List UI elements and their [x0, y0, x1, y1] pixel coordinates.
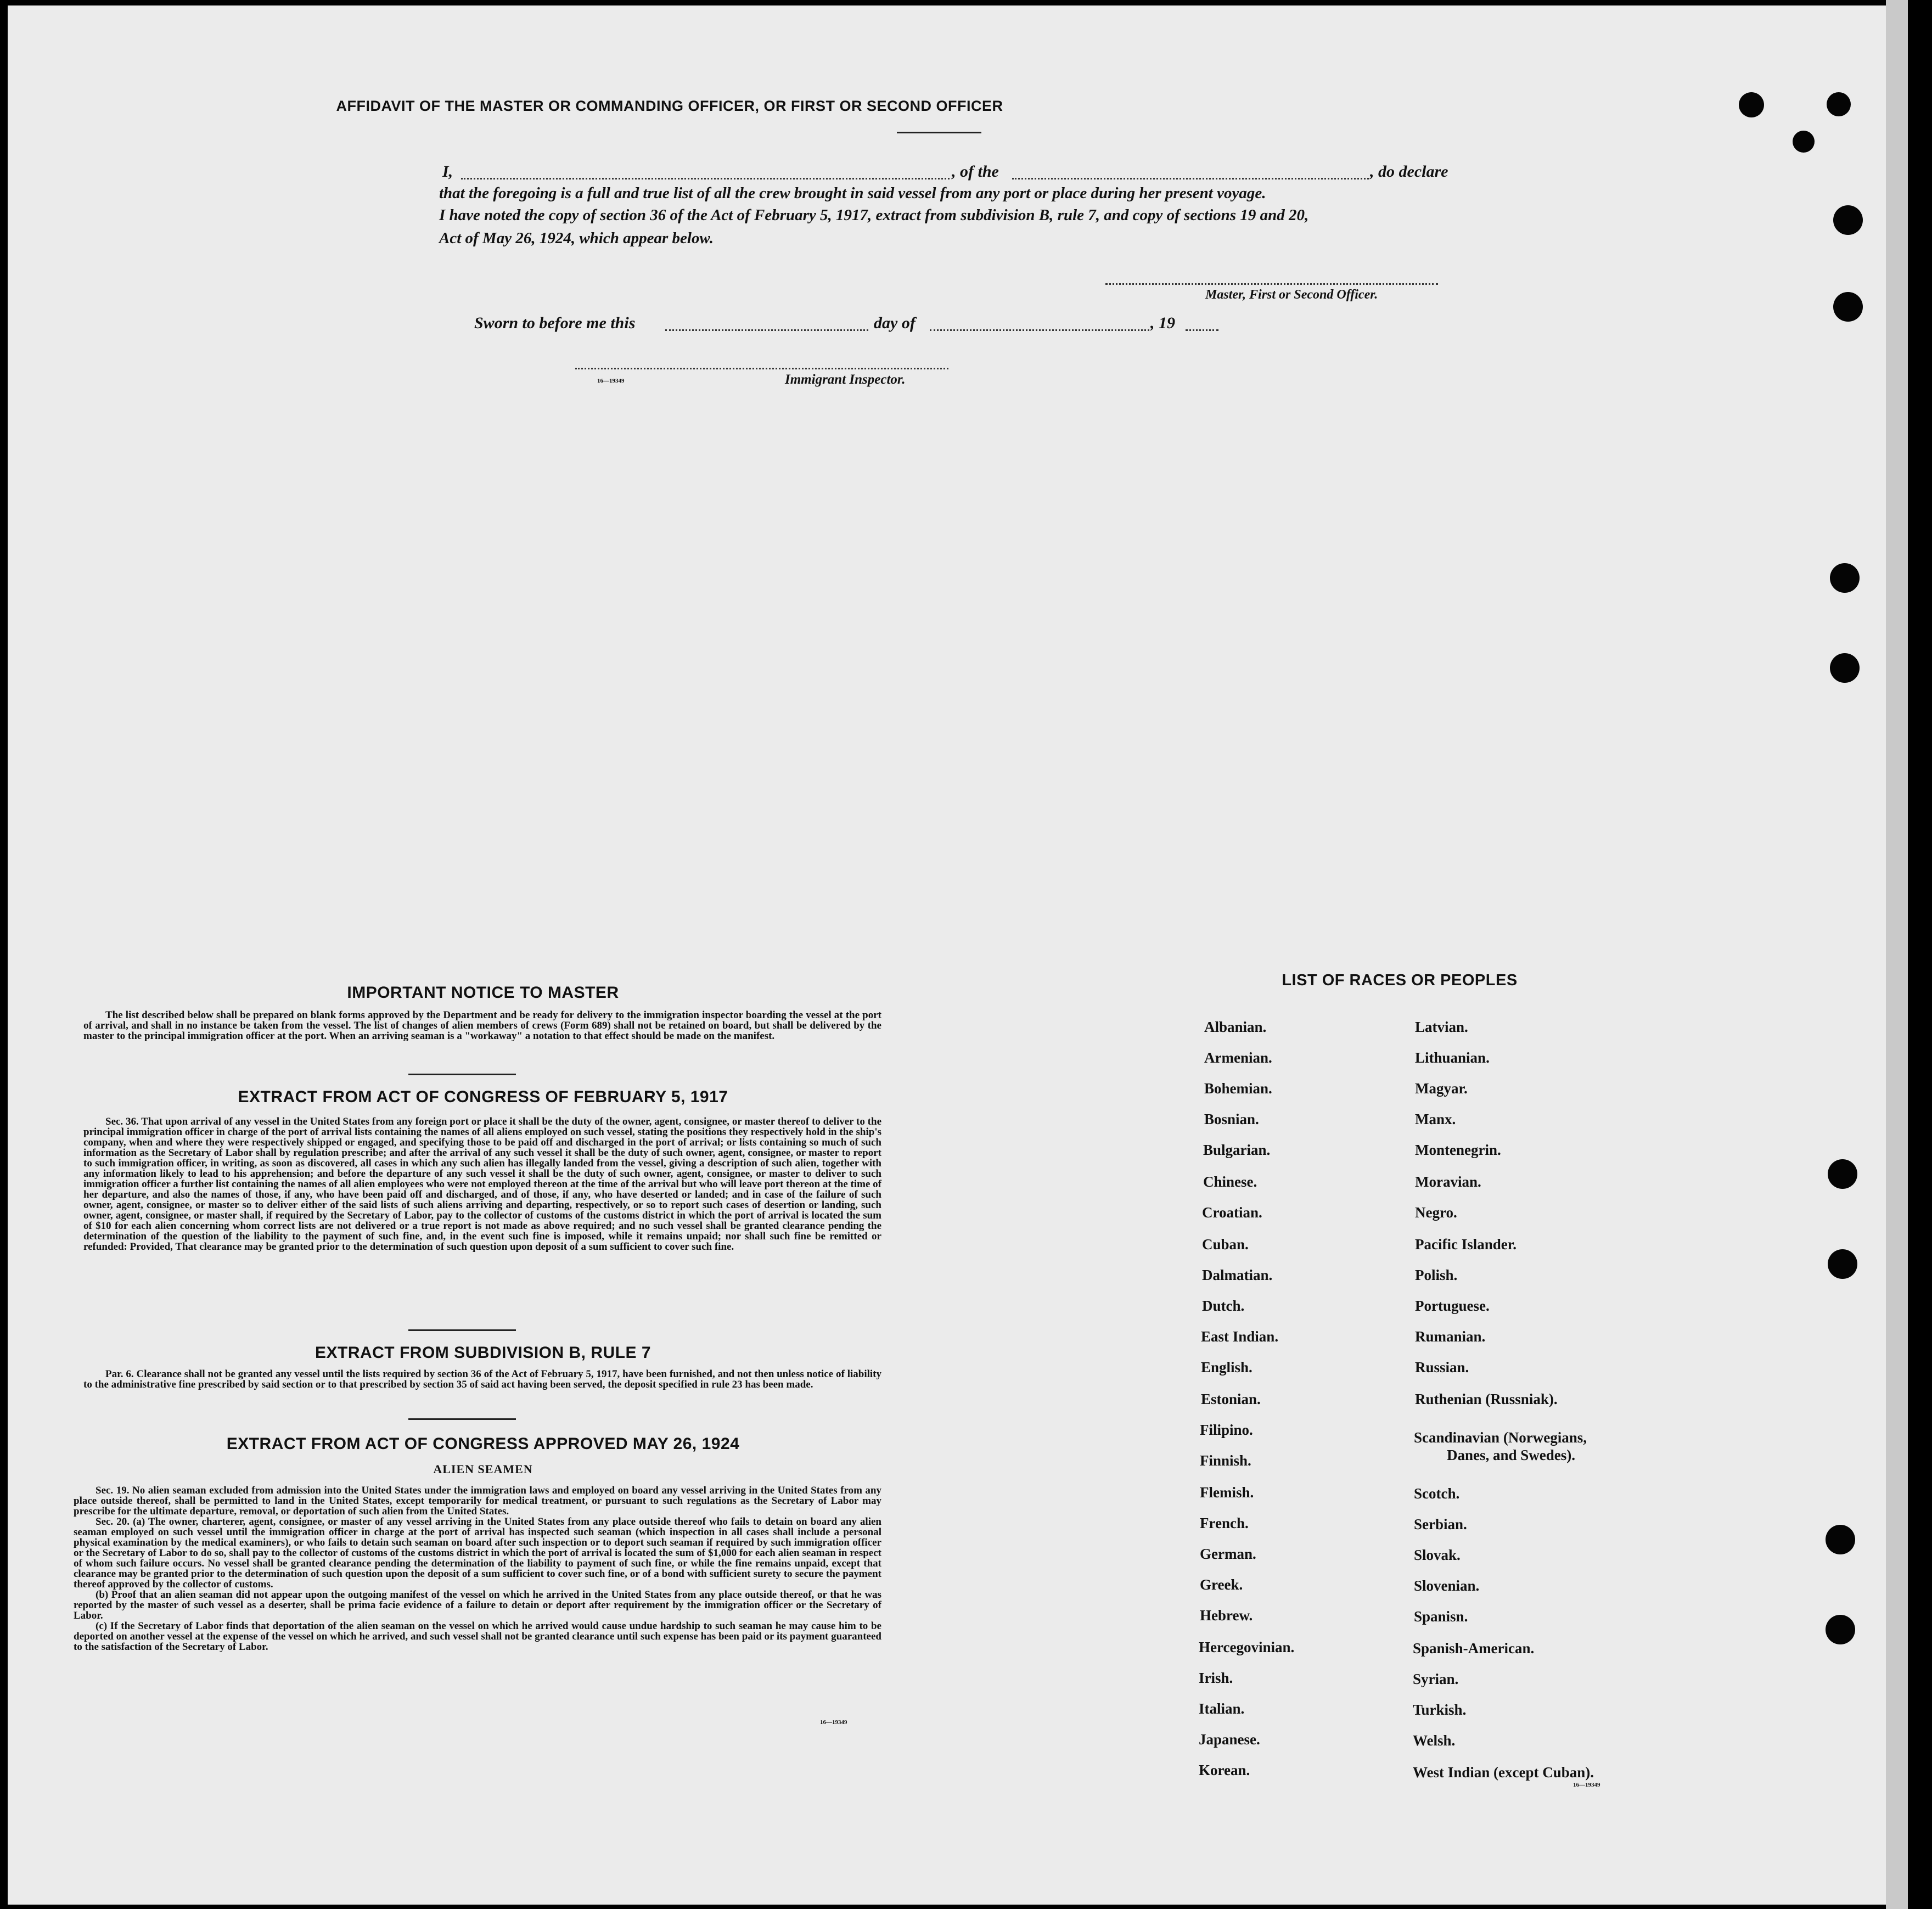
race-item: French.: [1200, 1515, 1249, 1531]
punch-hole: [1828, 1159, 1857, 1189]
form-number: 16—19349: [597, 378, 625, 384]
notice-paragraph: The list described below shall be prepared on blank forms approved by the Department and be ready for delivery to the immigration inspector boarding the vessel at the port of arrival, and shall in no instance be taken from the vessel. The list of changes of alien members of crews (Form 689) shall not be retained on board, but shall be delivered by the master to the principal immigration officer at the port. When an arriving seaman is a "workaway" a notation to that effect should be made on the manifest.: [83, 1009, 881, 1042]
race-item: Slovenian.: [1414, 1577, 1480, 1594]
form-number: 16—19349: [820, 1719, 847, 1726]
race-item: Magyar.: [1415, 1080, 1468, 1097]
race-item: Finnish.: [1200, 1452, 1251, 1469]
extract-1924-title: EXTRACT FROM ACT OF CONGRESS APPROVED MAY 26, 1924: [226, 1435, 740, 1453]
title-underline: [897, 132, 981, 133]
notice-title: IMPORTANT NOTICE TO MASTER: [347, 984, 619, 1002]
race-item: Turkish.: [1413, 1702, 1467, 1718]
extract-1917-title: EXTRACT FROM ACT OF CONGRESS OF FEBRUARY 5, 1917: [238, 1088, 728, 1106]
section-20c-paragraph: (c) If the Secretary of Labor finds that deportation of the alien seaman on the vessel on which he arrived would cause undue hardship to such seaman he may cause him to be deported on another vessel at the expense of the vessel on which he arrived, and such vessel shall not be granted clearance until such expense has been paid or its payment guaranteed to the satisfaction of the Secretary of Labor.: [74, 1620, 881, 1653]
signature-caption: Master, First or Second Officer.: [1205, 288, 1378, 302]
section-20a-paragraph: Sec. 20. (a) The owner, charterer, agent, consignee, or master of any vessel arriving in the United States from any place outside thereof who fails to detain on board any alien seaman employed on such vessel until the immigration officer in charge at the port of arrival has inspected such seaman (which inspection in all cases shall include a personal physical examination by the medical examiners), or who fails to detain such seaman on board after such inspection or to deport such seaman if required by such immigration officer or the Secretary of Labor to do so, shall pay to the collector of customs of the customs district in which the port of arrival is located the sum of $1,000 for each alien seaman in respect of whom such failure occurs. No vessel shall be granted clearance pending the determination of the liability to payment of such fine, or while the fine remains unpaid, except that clearance may be granted prior to the determination of such question upon the deposit of a sum sufficient to cover such fine, or of a bond with sufficient surety to secure the payment thereof approved by the collector of customs.: [74, 1516, 881, 1590]
divider: [408, 1329, 516, 1331]
affidavit-title: AFFIDAVIT OF THE MASTER OR COMMANDING OFFICER, OR FIRST OR SECOND OFFICER: [336, 98, 1003, 114]
race-item: Estonian.: [1201, 1391, 1261, 1407]
race-item: Moravian.: [1415, 1174, 1481, 1190]
race-item: Spanisn.: [1414, 1608, 1468, 1625]
race-item: Bulgarian.: [1203, 1142, 1271, 1158]
signature-blank[interactable]: [1105, 283, 1438, 285]
par-6-paragraph: Par. 6. Clearance shall not be granted any vessel until the lists required by section 36 of the Act of February 5, 1917, have been furnished, and not then unless notice of liability to the administrative fine prescribed by said section or to that prescribed by section 35 of said act having been served, the deposit specified in rule 23 has been made.: [83, 1368, 881, 1390]
race-item: Scandinavian (Norwegians,: [1414, 1429, 1587, 1446]
race-item: Negro.: [1415, 1204, 1457, 1221]
race-item: Scotch.: [1414, 1485, 1460, 1502]
punch-hole: [1828, 1249, 1857, 1279]
affidavit-line-4: Act of May 26, 1924, which appear below.: [439, 229, 714, 247]
notice-body: [83, 1010, 881, 1041]
race-item: Russian.: [1415, 1359, 1469, 1375]
race-item: Dutch.: [1202, 1298, 1245, 1314]
race-item: Hercegovinian.: [1199, 1639, 1295, 1655]
race-item: Danes, and Swedes).: [1447, 1447, 1576, 1463]
race-item: Portuguese.: [1415, 1298, 1490, 1314]
race-item: Chinese.: [1203, 1174, 1257, 1190]
race-item: Irish.: [1199, 1670, 1233, 1686]
race-item: Albanian.: [1204, 1019, 1267, 1035]
extract-rule7-body: [83, 1369, 881, 1390]
punch-hole: [1833, 205, 1863, 235]
race-item: Lithuanian.: [1415, 1049, 1490, 1066]
race-item: Korean.: [1199, 1762, 1250, 1778]
race-item: Serbian.: [1414, 1516, 1467, 1532]
sworn-text: Sworn to before me this: [474, 314, 636, 332]
name-blank[interactable]: [461, 178, 950, 179]
race-item: Bosnian.: [1204, 1111, 1259, 1127]
divider: [408, 1074, 516, 1075]
race-item: Spanish-American.: [1413, 1640, 1535, 1657]
punch-hole: [1830, 563, 1860, 593]
race-item: Latvian.: [1415, 1019, 1468, 1035]
punch-hole: [1827, 92, 1851, 116]
punch-hole: [1833, 292, 1863, 322]
race-item: Ruthenian (Russniak).: [1415, 1391, 1558, 1407]
race-item: East Indian.: [1201, 1328, 1279, 1345]
punch-hole: [1830, 653, 1860, 683]
divider: [408, 1418, 516, 1420]
race-item: Montenegrin.: [1415, 1142, 1501, 1158]
day-of-text: day of: [874, 314, 916, 332]
declare-of-the: , of the: [952, 162, 999, 181]
punch-hole: [1826, 1525, 1855, 1554]
inspector-caption: Immigrant Inspector.: [785, 372, 906, 387]
race-item: Pacific Islander.: [1415, 1236, 1517, 1253]
race-item: Flemish.: [1200, 1484, 1254, 1501]
section-20b-paragraph: (b) Proof that an alien seaman did not appear upon the outgoing manifest of the vessel on which he arrived in the United States from any place outside thereof, or that he was reported by the master of such vessel as a deserter, shall be prima facie evidence of a failure to detain or deport after requirement by the immigration officer or the Secretary of Labor.: [74, 1589, 881, 1621]
race-item: Welsh.: [1413, 1732, 1456, 1749]
alien-seamen-subtitle: ALIEN SEAMEN: [433, 1462, 533, 1476]
sworn-day-blank[interactable]: [665, 329, 868, 331]
inspector-signature-blank[interactable]: [575, 368, 948, 369]
race-item: Filipino.: [1200, 1422, 1253, 1438]
extract-1924-body: [74, 1485, 881, 1652]
race-item: Slovak.: [1414, 1547, 1461, 1563]
punch-hole: [1793, 131, 1815, 153]
race-item: Croatian.: [1202, 1204, 1262, 1221]
year-text: , 19: [1150, 314, 1175, 332]
race-item: Polish.: [1415, 1267, 1458, 1283]
section-19-paragraph: Sec. 19. No alien seaman excluded from admission into the United States under the immigration laws and employed on board any vessel arriving in the United States from any place outside thereof, shall be permitted to land in the United States, except temporarily for medical treatment, or pursuant to such regulations as the Secretary of Labor may prescribe for the ultimate departure, removal, or deportation of such alien from the United States.: [74, 1485, 881, 1517]
sworn-month-blank[interactable]: [930, 329, 1149, 331]
punch-hole: [1739, 92, 1764, 117]
extract-rule7-title: EXTRACT FROM SUBDIVISION B, RULE 7: [314, 1344, 652, 1362]
race-item: West Indian (except Cuban).: [1413, 1764, 1594, 1781]
race-item: Manx.: [1415, 1111, 1456, 1127]
section-36-paragraph: Sec. 36. That upon arrival of any vessel in the United States from any foreign port or place it shall be the duty of the owner, agent, consignee, or master thereof to deliver to the principal immigration officer in charge of the port of arrival lists containing the names of all aliens employed on such vessel, stating the positions they respectively hold in the ship's company, when and where they were respectively shipped or engaged, and specifying those to be paid off and discharged in the port of arrival; or lists containing so much of such information as the Secretary of Labor shall by regulation prescribe; and after the arrival of any such vessel it shall be the duty of such owner, agent, consignee, or master to report to such immigration officer, in writing, as soon as discovered, all cases in which any such alien has illegally landed from the vessel, giving a description of such alien, together with any information likely to lead to his apprehension; and before the departure of any such vessel it shall be the duty of such owner, agent, consignee, or master to deliver to such immigration officer a further list containing the names of all alien employees who were not employed thereon at the time of the arrival but who will leave port thereon at the time of her departure, and also the names of those, if any, who have been paid off and discharged, and of those, if any, who have deserted or landed; and in case of the failure of such owner, agent, consignee, or master so to deliver either of the said lists of such aliens arriving and departing, respectively, or so to report such cases of desertion or landing, such owner, agent, consignee, or master shall, if required by the Secretary of Labor, pay to the collector of customs of the customs district in which the port of arrival is located the sum of $10 for each alien concerning whom correct lists are not delivered or a true report is not made as above required; and no such vessel shall be granted clearance pending the determination of the question of the liability to the payment of such fine, and, in the event such fine is imposed, while it remains unpaid; nor shall such fine be remitted or refunded: Provided, That clearance may be granted prior to the determination of such question upon deposit of a sum sufficient to cover such fine.: [83, 1116, 881, 1253]
race-item: Cuban.: [1202, 1236, 1249, 1253]
race-item: Armenian.: [1204, 1049, 1272, 1066]
vessel-blank[interactable]: [1012, 178, 1369, 179]
race-item: Japanese.: [1199, 1731, 1260, 1748]
year-blank[interactable]: [1186, 329, 1218, 331]
race-item: English.: [1201, 1359, 1253, 1375]
race-item: German.: [1200, 1546, 1256, 1562]
affidavit-line-2: that the foregoing is a full and true list of all the crew brought in said vessel from any port or place during her present voyage.: [439, 184, 1266, 202]
race-item: Hebrew.: [1200, 1607, 1253, 1624]
race-item: Bohemian.: [1204, 1080, 1272, 1097]
race-item: Greek.: [1200, 1576, 1243, 1593]
declare-text: , do declare: [1370, 162, 1448, 181]
race-item: Syrian.: [1413, 1671, 1459, 1687]
affidavit-line-3: I have noted the copy of section 36 of the Act of February 5, 1917, extract from subdivision B, rule 7, and copy of sections 19 and 20,: [439, 206, 1309, 224]
extract-1917-body: [83, 1116, 881, 1252]
races-title: LIST OF RACES OR PEOPLES: [1282, 972, 1518, 989]
race-item: Dalmatian.: [1202, 1267, 1273, 1283]
race-item: Rumanian.: [1415, 1328, 1486, 1345]
punch-hole: [1826, 1615, 1855, 1644]
form-number: 16—19349: [1573, 1782, 1600, 1788]
race-item: Italian.: [1199, 1700, 1245, 1717]
sheet-edge: [1886, 0, 1908, 1909]
declare-line-i: I,: [442, 162, 453, 181]
